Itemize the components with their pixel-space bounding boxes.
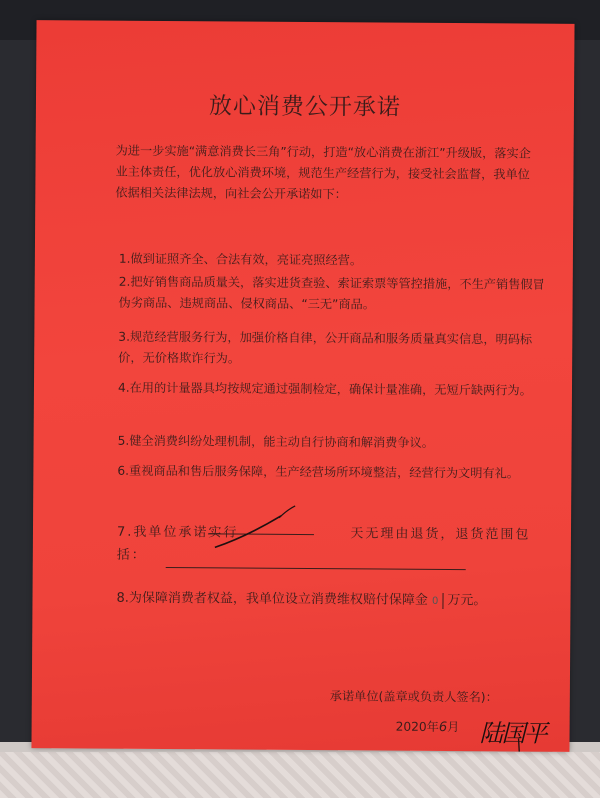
item-7-text-b: 天无理由退货，退货范围包括：	[116, 526, 531, 563]
red-paper-document	[31, 20, 574, 752]
handwritten-signature: 陆国平	[479, 719, 546, 748]
date-suffix: 月	[447, 720, 460, 735]
intro-paragraph: 为进一步实施“满意消费长三角”行动，打造“放心消费在浙江”升级版，落实企业主体责任，优化放心消费环境，规范生产经营行为，接受社会监督，我单位依据相关法律法规，向社会公开承诺如下：	[115, 143, 531, 202]
pen-stroke-days-tail	[279, 506, 295, 518]
document-title: 放心消费公开承诺	[208, 93, 402, 121]
item-8-text-a: 8.为保障消费者权益，我单位设立消费维权赔付保障金	[116, 590, 428, 608]
signature-tail	[518, 739, 520, 752]
signature-label: 承诺单位(盖章或负责人签名)：	[329, 689, 498, 705]
deposit-amount: 0	[432, 595, 439, 607]
item-1: 1.做到证照齐全、合法有效，亮证亮照经营。	[118, 251, 363, 268]
date-year: 2020年	[395, 719, 439, 734]
item-4: 4.在用的计量器具均按规定通过强制检定，确保计量准确，无短斤缺两行为。	[117, 380, 532, 398]
item-3: 3.规范经营服务行为，加强价格自律，公开商品和服务质量真实信息，明码标价，无价格欺诈行为。	[118, 329, 533, 366]
item-6: 6.重视商品和售后服务保障，生产经营场所环境整洁，经营行为文明有礼。	[117, 463, 520, 481]
pen-stroke-days	[215, 515, 281, 547]
date-month-handwritten: 6	[438, 719, 448, 736]
background-cloth	[0, 752, 600, 798]
item-2: 2.把好销售商品质量关，落实进货查验、索证索票等管控措施，不生产销售假冒伪劣商品、违规商品、侵权商品、“三无”商品。	[118, 274, 545, 312]
item-7-text-a: 7.我单位承诺实行	[116, 524, 239, 541]
item-5: 5.健全消费纠纷处理机制，能主动自行协商和解消费争议。	[117, 433, 434, 450]
item-8-text-b: 万元。	[447, 593, 487, 609]
pen-strokes	[31, 20, 574, 752]
